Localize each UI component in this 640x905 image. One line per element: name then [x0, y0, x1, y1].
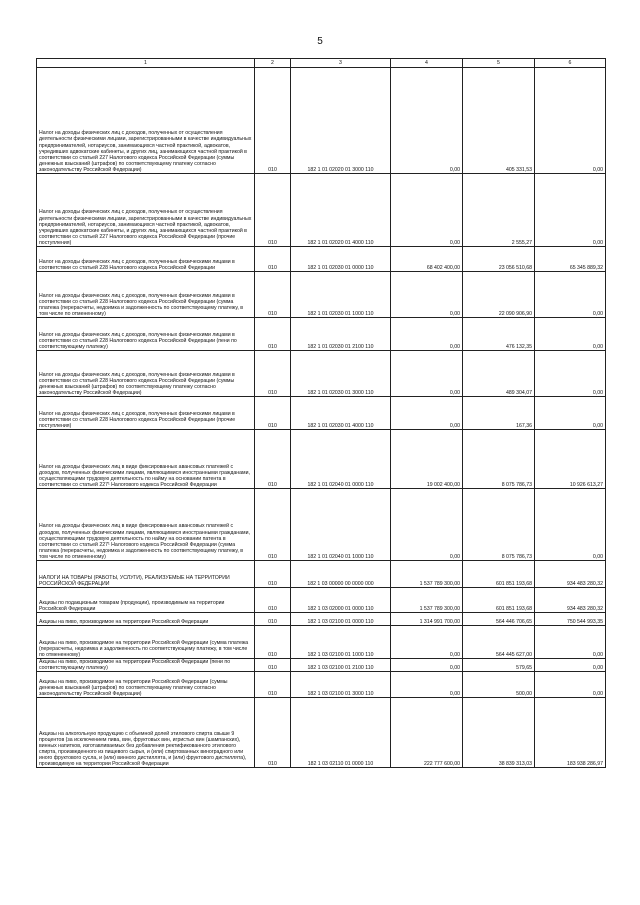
cell-name: Налог на доходы физических лиц в виде фиксированных авансовых платежей с доходов, полученных физическими лицами, являющимися иностранными гражданами, осуществляющими трудовую деятельность по найму на основании патента в соответствии со статьей 227¹ Налогового кодекса Российской Федерации [37, 430, 255, 489]
table-row [37, 247, 606, 272]
cell-c4: 0,00 [391, 489, 463, 561]
cell-c4: 0,00 [391, 672, 463, 698]
cell-c5: 405 331,53 [463, 68, 535, 174]
cell-c6: 934 483 280,32 [535, 561, 606, 588]
cell-c5: 579,65 [463, 659, 535, 672]
cell-kbk: 182 1 01 02030 01 3000 110 [291, 351, 391, 397]
column-header: 5 [463, 59, 535, 68]
cell-code: 010 [255, 397, 291, 430]
table-row [37, 68, 606, 174]
table-row [37, 588, 606, 613]
table-row [37, 659, 606, 672]
cell-kbk: 182 1 01 02030 01 1000 110 [291, 272, 391, 318]
cell-c6: 0,00 [535, 318, 606, 351]
cell-c6: 0,00 [535, 351, 606, 397]
cell-code: 010 [255, 351, 291, 397]
cell-c5: 601 851 193,68 [463, 561, 535, 588]
cell-c4: 0,00 [391, 626, 463, 659]
cell-code: 010 [255, 613, 291, 626]
cell-code: 010 [255, 68, 291, 174]
cell-c5: 8 075 786,73 [463, 430, 535, 489]
table-row [37, 672, 606, 698]
cell-kbk: 182 1 01 02040 01 1000 110 [291, 489, 391, 561]
cell-c5: 476 132,35 [463, 318, 535, 351]
table-row [37, 272, 606, 318]
cell-c4: 1 537 789 300,00 [391, 561, 463, 588]
column-header: 2 [255, 59, 291, 68]
cell-code: 010 [255, 318, 291, 351]
cell-c4: 0,00 [391, 351, 463, 397]
cell-c6: 183 938 286,97 [535, 698, 606, 768]
table-row [37, 626, 606, 659]
cell-c5: 22 090 906,90 [463, 272, 535, 318]
cell-code: 010 [255, 659, 291, 672]
cell-c4: 0,00 [391, 272, 463, 318]
cell-c6: 0,00 [535, 626, 606, 659]
column-header: 3 [291, 59, 391, 68]
cell-name: Акцизы на пиво, производимое на территории Российской Федерации (пени по соответствующему платежу) [37, 659, 255, 672]
cell-code: 010 [255, 489, 291, 561]
column-header: 6 [535, 59, 606, 68]
cell-c5: 564 445 627,00 [463, 626, 535, 659]
cell-kbk: 182 1 03 02100 01 1000 110 [291, 626, 391, 659]
cell-c4: 0,00 [391, 174, 463, 247]
cell-name: Акцизы по подакцизным товарам (продукции), производимым на территории Российской Федерации [37, 588, 255, 613]
cell-name: Налог на доходы физических лиц с доходов, полученных от осуществления деятельности физическими лицами, зарегистрированными в качестве индивидуальных предпринимателей, нотариусов, занимающихся частной практикой, адвокатов, учредивших адвокатские кабинеты, и других лиц, занимающихся частной практикой в соответствии со статьей 227 Налогового кодекса Российской Федерации (прочие поступления) [37, 174, 255, 247]
cell-c4: 0,00 [391, 659, 463, 672]
cell-name: Налог на доходы физических лиц с доходов, полученных физическими лицами в соответствии со статьей 228 Налогового кодекса Российской Федерации [37, 247, 255, 272]
cell-kbk: 182 1 03 02100 01 0000 110 [291, 613, 391, 626]
header-row [37, 59, 606, 68]
cell-kbk: 182 1 03 02100 01 3000 110 [291, 672, 391, 698]
cell-name: Акцизы на пиво, производимое на территории Российской Федерации (суммы денежных взысканий (штрафов) по соответствующему платежу согласно законодательству Российской Федерации) [37, 672, 255, 698]
cell-c6: 0,00 [535, 174, 606, 247]
table-row [37, 561, 606, 588]
cell-c6: 750 544 993,35 [535, 613, 606, 626]
cell-c5: 601 851 193,68 [463, 588, 535, 613]
cell-code: 010 [255, 672, 291, 698]
cell-c6: 934 483 280,32 [535, 588, 606, 613]
cell-kbk: 182 1 01 02040 01 0000 110 [291, 430, 391, 489]
cell-name: Налог на доходы физических лиц с доходов, полученных физическими лицами в соответствии со статьей 228 Налогового кодекса Российской Федерации (суммы денежных взысканий (штрафов) по соответствующему платежу согласно законодательству Российской Федерации) [37, 351, 255, 397]
cell-kbk: 182 1 01 02030 01 4000 110 [291, 397, 391, 430]
table-row [37, 489, 606, 561]
cell-c4: 0,00 [391, 397, 463, 430]
cell-c5: 489 304,07 [463, 351, 535, 397]
cell-kbk: 182 1 03 02000 01 0000 110 [291, 588, 391, 613]
cell-c4: 19 002 400,00 [391, 430, 463, 489]
cell-c4: 0,00 [391, 68, 463, 174]
cell-name: Акцизы на алкогольную продукцию с объемной долей этилового спирта свыше 9 процентов (за исключением пива, вин, фруктовых вин, игристых вин (шампанских), винных напитков, изготавливаемых без добавления ректификованного этилового спирта, произведенного из пищевого сырья, и (или) спиртованных виноградного или иного фруктового сусла, и (или) винного дистиллята, и (или) фруктового дистиллята), производимую на территории Российской Федерации [37, 698, 255, 768]
cell-code: 010 [255, 272, 291, 318]
cell-c5: 564 446 706,65 [463, 613, 535, 626]
cell-name: Акцизы на пиво, производимое на территории Российской Федерации (сумма платежа (перерасчеты, недоимка и задолженность по соответствующему платежу, в том числе по отмененному) [37, 626, 255, 659]
cell-kbk: 182 1 01 02020 01 4000 110 [291, 174, 391, 247]
cell-c4: 222 777 600,00 [391, 698, 463, 768]
cell-name: Акцизы на пиво, производимое на территории Российской Федерации [37, 613, 255, 626]
cell-code: 010 [255, 588, 291, 613]
cell-c6: 65 345 889,32 [535, 247, 606, 272]
cell-c5: 23 056 510,68 [463, 247, 535, 272]
cell-c5: 167,36 [463, 397, 535, 430]
cell-c6: 0,00 [535, 68, 606, 174]
table-row [37, 698, 606, 768]
table-row [37, 397, 606, 430]
page-number: 5 [317, 36, 323, 47]
cell-c5: 2 555,27 [463, 174, 535, 247]
cell-c6: 0,00 [535, 272, 606, 318]
cell-code: 010 [255, 174, 291, 247]
cell-c6: 0,00 [535, 672, 606, 698]
cell-code: 010 [255, 698, 291, 768]
table-row [37, 351, 606, 397]
cell-code: 010 [255, 247, 291, 272]
cell-kbk: 182 1 01 02020 01 3000 110 [291, 68, 391, 174]
cell-c5: 500,00 [463, 672, 535, 698]
cell-c5: 8 075 786,73 [463, 489, 535, 561]
table-row [37, 430, 606, 489]
cell-name: Налог на доходы физических лиц с доходов, полученных физическими лицами в соответствии со статьей 228 Налогового кодекса Российской Федерации (сумма платежа (перерасчеты, недоимка и задолженность по соответствующему платежу, в том числе по отмененному) [37, 272, 255, 318]
cell-c4: 1 537 789 300,00 [391, 588, 463, 613]
cell-c4: 1 314 991 700,00 [391, 613, 463, 626]
cell-c4: 0,00 [391, 318, 463, 351]
table-row [37, 174, 606, 247]
cell-kbk: 182 1 01 02030 01 2100 110 [291, 318, 391, 351]
report-table [36, 58, 606, 768]
cell-name: Налог на доходы физических лиц в виде фиксированных авансовых платежей с доходов, полученных физическими лицами, являющимися иностранными гражданами, осуществляющими трудовую деятельность по найму на основании патента в соответствии со статьей 227¹ Налогового кодекса Российской Федерации (сумма платежа (перерасчеты, недоимка и задолженность по соответствующему платежу, в том числе по отмененному) [37, 489, 255, 561]
cell-name: НАЛОГИ НА ТОВАРЫ (РАБОТЫ, УСЛУГИ), РЕАЛИЗУЕМЫЕ НА ТЕРРИТОРИИ РОССИЙСКОЙ ФЕДЕРАЦИИ [37, 561, 255, 588]
cell-c6: 0,00 [535, 659, 606, 672]
cell-code: 010 [255, 430, 291, 489]
cell-c5: 38 839 313,03 [463, 698, 535, 768]
column-header: 4 [391, 59, 463, 68]
cell-kbk: 182 1 03 02110 01 0000 110 [291, 698, 391, 768]
cell-c6: 0,00 [535, 489, 606, 561]
cell-code: 010 [255, 561, 291, 588]
cell-kbk: 182 1 03 00000 00 0000 000 [291, 561, 391, 588]
cell-name: Налог на доходы физических лиц с доходов, полученных от осуществления деятельности физическими лицами, зарегистрированными в качестве индивидуальных предпринимателей, нотариусов, занимающихся частной практикой, адвокатов, учредивших адвокатские кабинеты, и других лиц, занимающихся частной практикой в соответствии со статьей 227 Налогового кодекса Российской Федерации (суммы денежных взысканий (штрафов) по соответствующему платежу согласно законодательству Российской Федерации) [37, 68, 255, 174]
column-header: 1 [37, 59, 255, 68]
cell-code: 010 [255, 626, 291, 659]
cell-c6: 10 926 613,27 [535, 430, 606, 489]
cell-name: Налог на доходы физических лиц с доходов, полученных физическими лицами в соответствии со статьей 228 Налогового кодекса Российской Федерации (прочие поступления) [37, 397, 255, 430]
cell-kbk: 182 1 03 02100 01 2100 110 [291, 659, 391, 672]
table-row [37, 613, 606, 626]
cell-kbk: 182 1 01 02030 01 0000 110 [291, 247, 391, 272]
cell-c6: 0,00 [535, 397, 606, 430]
cell-name: Налог на доходы физических лиц с доходов, полученных физическими лицами в соответствии со статьей 228 Налогового кодекса Российской Федерации (пени по соответствующему платежу) [37, 318, 255, 351]
table-row [37, 318, 606, 351]
cell-c4: 68 402 400,00 [391, 247, 463, 272]
